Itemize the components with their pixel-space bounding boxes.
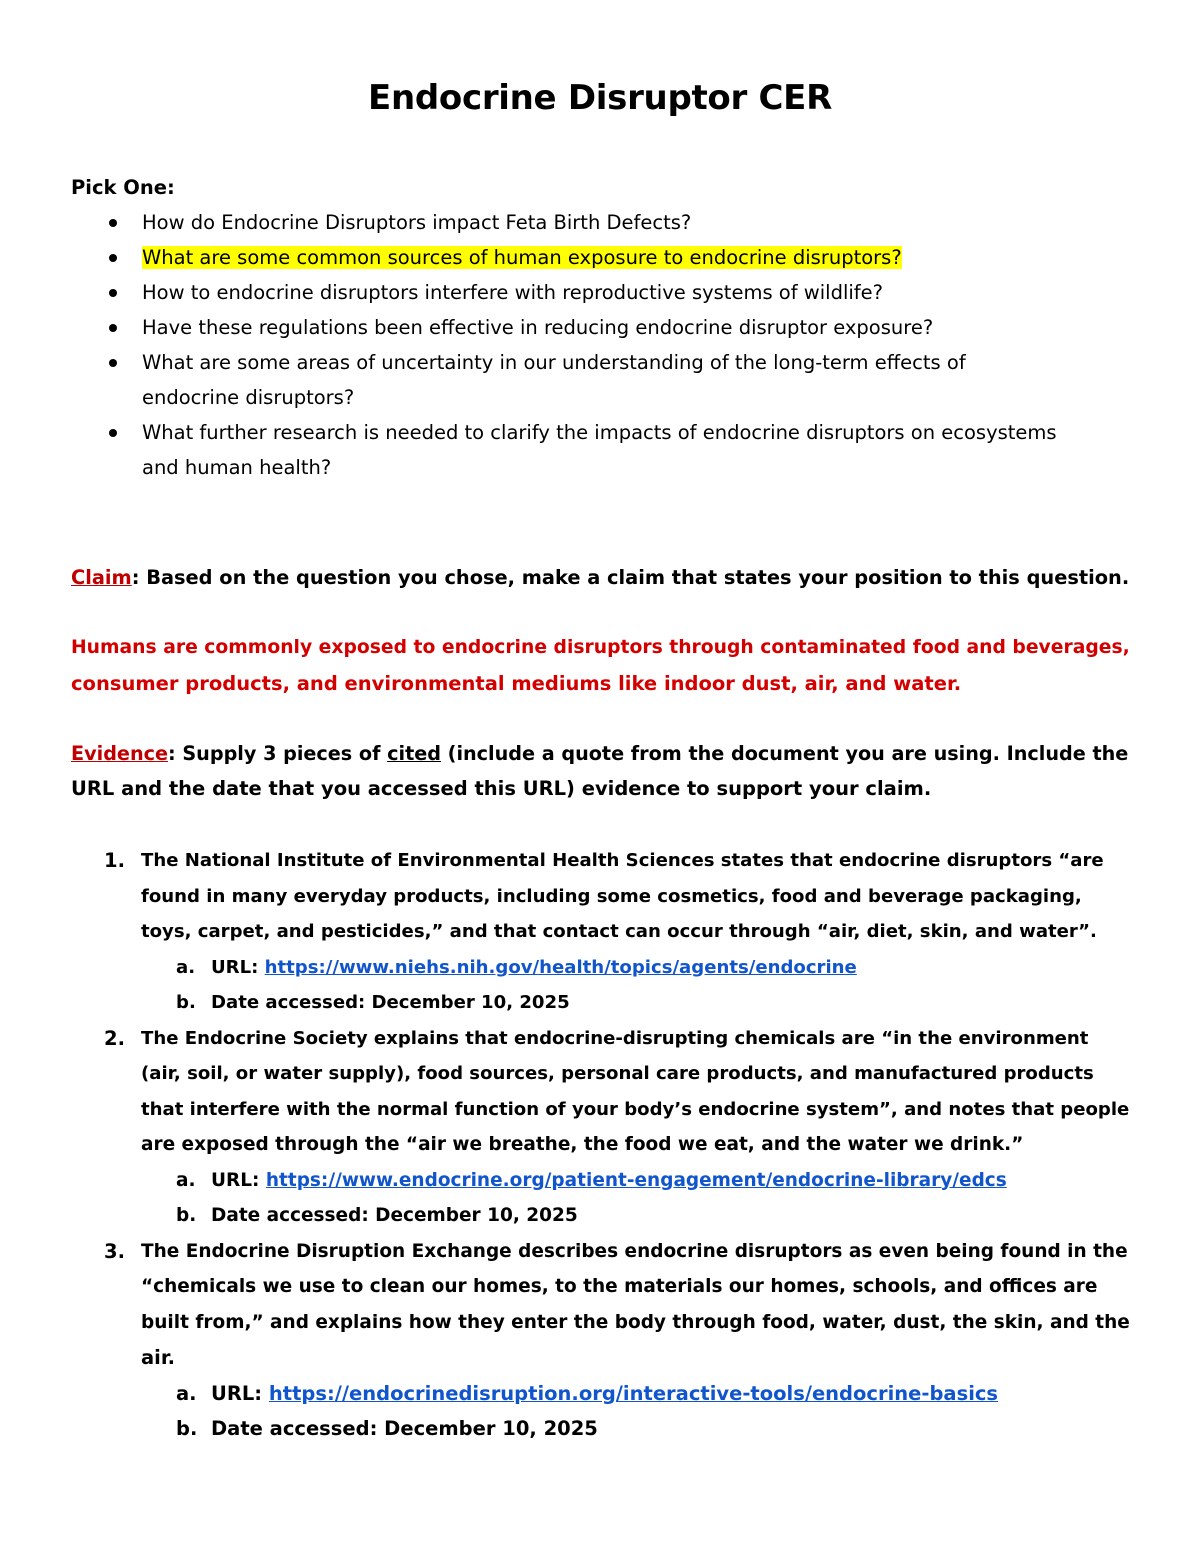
- bullet-icon: [109, 254, 117, 262]
- evidence-prompt: Evidence: Supply 3 pieces of cited (include a quote from the document you are using. Include the: [71, 742, 1129, 765]
- evidence-item: 1. The National Institute of Environmental Health Sciences states that endocrine disruptors “are found in many everyday products, including some cosmetics, food and beverage packaging, toys, carpet, and pesticides,” and that contact can occur through “air, diet, skin, and water”. a. URL: https://www.niehs.nih.gov/health/topics/agents/endocrine b. Date accessed: December 10, 2025: [0, 843, 1130, 1021]
- source-link[interactable]: https://endocrinedisruption.org/interactive-tools/endocrine-basics: [268, 1381, 999, 1405]
- question-item: How do Endocrine Disruptors impact Feta Birth Defects?: [0, 205, 1057, 240]
- item-number: 1.: [104, 849, 125, 872]
- question-item-selected: [0, 240, 1057, 275]
- date-line: b. Date accessed: December 10, 2025: [176, 1417, 598, 1440]
- bullet-icon: [109, 359, 117, 367]
- item-number: 3.: [104, 1239, 125, 1263]
- question-list: [0, 205, 1057, 485]
- evidence-label: Evidence: [71, 742, 168, 765]
- url-line: a. URL: https://www.niehs.nih.gov/health/topics/agents/endocrine: [176, 956, 857, 978]
- claim-label: Claim: [71, 566, 132, 589]
- evidence-item: 2. The Endocrine Society explains that endocrine-disrupting chemicals are “in the environment (air, soil, or water supply), food sources, personal care products, and manufactured products that interfere with the normal function of your body’s endocrine system”, and notes that people are exposed through the “air we breathe, the food we eat, and the water we drink.” a. URL: https://www.endocrine.org/patient-engagement/endocrine-library/edcs b. Date accessed: December 10, 2025: [0, 1021, 1130, 1234]
- evidence-item: 3. The Endocrine Disruption Exchange describes endocrine disruptors as even being found in the “chemicals we use to clean our homes, to the materials our homes, schools, and offices are built from,” and explains how they enter the body through food, water, dust, the skin, and the air. a. URL: https://endocrinedisruption.org/interactive-tools/endocrine-basics b. Date accessed: December 10, 2025: [0, 1234, 1130, 1447]
- pick-one-label: Pick One:: [71, 176, 175, 199]
- evidence-list: [0, 843, 1130, 1447]
- url-line: a. URL: https://www.endocrine.org/patient-engagement/endocrine-library/edcs: [176, 1169, 1007, 1191]
- document-title: Endocrine Disruptor CER: [368, 78, 832, 118]
- bullet-icon: [109, 289, 117, 297]
- claim-prompt: Claim: Based on the question you chose, make a claim that states your position to this question.: [71, 566, 1130, 589]
- claim-answer-line-1: Humans are commonly exposed to endocrine disruptors through contaminated food and beverages,: [71, 637, 1130, 658]
- highlighted-question: What are some common sources of human exposure to endocrine disruptors?: [142, 246, 902, 269]
- question-item: What further research is needed to clarify the impacts of endocrine disruptors on ecosystems and human health?: [0, 415, 1057, 485]
- date-line: b. Date accessed: December 10, 2025: [176, 1205, 578, 1226]
- source-link[interactable]: https://www.endocrine.org/patient-engagement/endocrine-library/edcs: [265, 1169, 1007, 1191]
- item-number: 2.: [104, 1026, 125, 1050]
- bullet-icon: [109, 219, 117, 227]
- bullet-icon: [109, 324, 117, 332]
- question-item: What are some areas of uncertainty in our understanding of the long-term effects of endocrine disruptors?: [0, 345, 1057, 415]
- claim-answer-line-2: consumer products, and environmental mediums like indoor dust, air, and water.: [71, 672, 962, 695]
- evidence-prompt-line-2: URL and the date that you accessed this URL) evidence to support your claim.: [71, 777, 932, 800]
- url-line: a. URL: https://endocrinedisruption.org/interactive-tools/endocrine-basics: [176, 1381, 999, 1405]
- date-line: b. Date accessed: December 10, 2025: [176, 992, 570, 1013]
- question-item: Have these regulations been effective in reducing endocrine disruptor exposure?: [0, 310, 1057, 345]
- cited-word: cited: [387, 742, 441, 765]
- bullet-icon: [109, 429, 117, 437]
- question-item: How to endocrine disruptors interfere with reproductive systems of wildlife?: [0, 275, 1057, 310]
- source-link[interactable]: https://www.niehs.nih.gov/health/topics/agents/endocrine: [264, 956, 857, 978]
